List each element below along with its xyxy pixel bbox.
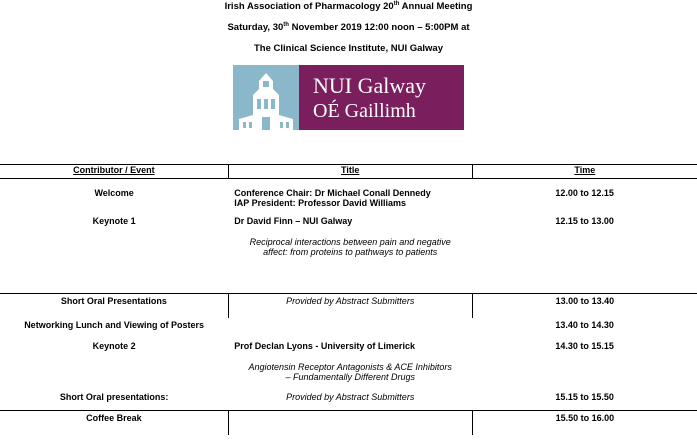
- title-lunch: [228, 318, 472, 330]
- event-lunch: Networking Lunch and Viewing of Posters: [24, 320, 205, 330]
- header-contributor: Contributor / Event: [0, 165, 228, 179]
- title-keynote2: [228, 330, 472, 388]
- crest: [233, 65, 299, 130]
- logo-name-irish: OÉ Gaillimh: [313, 100, 416, 122]
- time-keynote1: 12.15 to 13.00: [555, 216, 614, 226]
- talk-keynote2: Angiotensin Receptor Antagonists & ACE Inhibitors – Fundamentally Different Drugs: [248, 362, 452, 382]
- time-welcome: 12.00 to 12.15: [555, 188, 614, 198]
- title-short-oral-2: Provided by Abstract Submitters: [286, 392, 415, 402]
- table-row: [0, 411, 697, 436]
- title-coffee: [228, 411, 472, 436]
- event-short-oral-2: Short Oral presentations:: [59, 392, 169, 402]
- schedule-table: [0, 164, 697, 435]
- logo-brand-panel: [299, 65, 464, 130]
- table-row: [0, 318, 697, 330]
- time-short-oral-2: 15.15 to 15.50: [555, 392, 614, 402]
- title-welcome: [228, 179, 472, 209]
- table-row: [0, 208, 697, 294]
- iap-president: IAP President: Professor David Williams: [234, 198, 407, 208]
- ordinal-suffix: th: [393, 1, 400, 7]
- logo-name-english: NUI Galway: [313, 73, 427, 98]
- table-header-row: [0, 165, 697, 179]
- speaker-keynote2: Prof Declan Lyons - University of Limerick: [234, 341, 415, 351]
- event-keynote1: Keynote 1: [92, 216, 136, 226]
- meeting-venue: The Clinical Science Institute, NUI Galway: [254, 43, 443, 54]
- event-keynote2: Keynote 2: [92, 341, 136, 351]
- table-row: [0, 330, 697, 388]
- header-title: Title: [228, 165, 472, 179]
- header-time: Time: [472, 165, 697, 179]
- conference-chair: Conference Chair: Dr Michael Conall Dennedy: [234, 188, 431, 198]
- table-row: [0, 294, 697, 319]
- event-welcome: Welcome: [94, 188, 134, 198]
- table-row: [0, 388, 697, 411]
- nui-galway-logo: [233, 65, 464, 130]
- time-lunch: 13.40 to 14.30: [555, 320, 614, 330]
- title-keynote1: [228, 208, 472, 294]
- speaker-keynote1: Dr David Finn – NUI Galway: [234, 216, 353, 226]
- time-keynote2: 14.30 to 15.15: [555, 341, 614, 351]
- meeting-title-suffix: Annual Meeting: [399, 1, 473, 13]
- meeting-date-text: Saturday, 30: [227, 22, 284, 34]
- clock-tower-icon: [233, 65, 299, 130]
- table-row: [0, 179, 697, 209]
- meeting-date-suffix: November 2019 12:00 noon – 5:00PM at: [288, 22, 470, 34]
- meeting-title-text: Irish Association of Pharmacology 20: [224, 1, 394, 13]
- title-short-oral-1: Provided by Abstract Submitters: [228, 294, 472, 319]
- event-short-oral-1: Short Oral Presentations: [0, 294, 228, 319]
- event-coffee: Coffee Break: [0, 411, 228, 436]
- talk-keynote1: Reciprocal interactions between pain and negative affect: from proteins to pathways to patients: [249, 237, 451, 257]
- meeting-title: [0, 1, 697, 12]
- time-short-oral-1: 13.00 to 13.40: [472, 294, 697, 319]
- time-coffee: 15.50 to 16.00: [472, 411, 697, 436]
- ordinal-suffix: th: [283, 22, 289, 28]
- meeting-date: [0, 22, 697, 33]
